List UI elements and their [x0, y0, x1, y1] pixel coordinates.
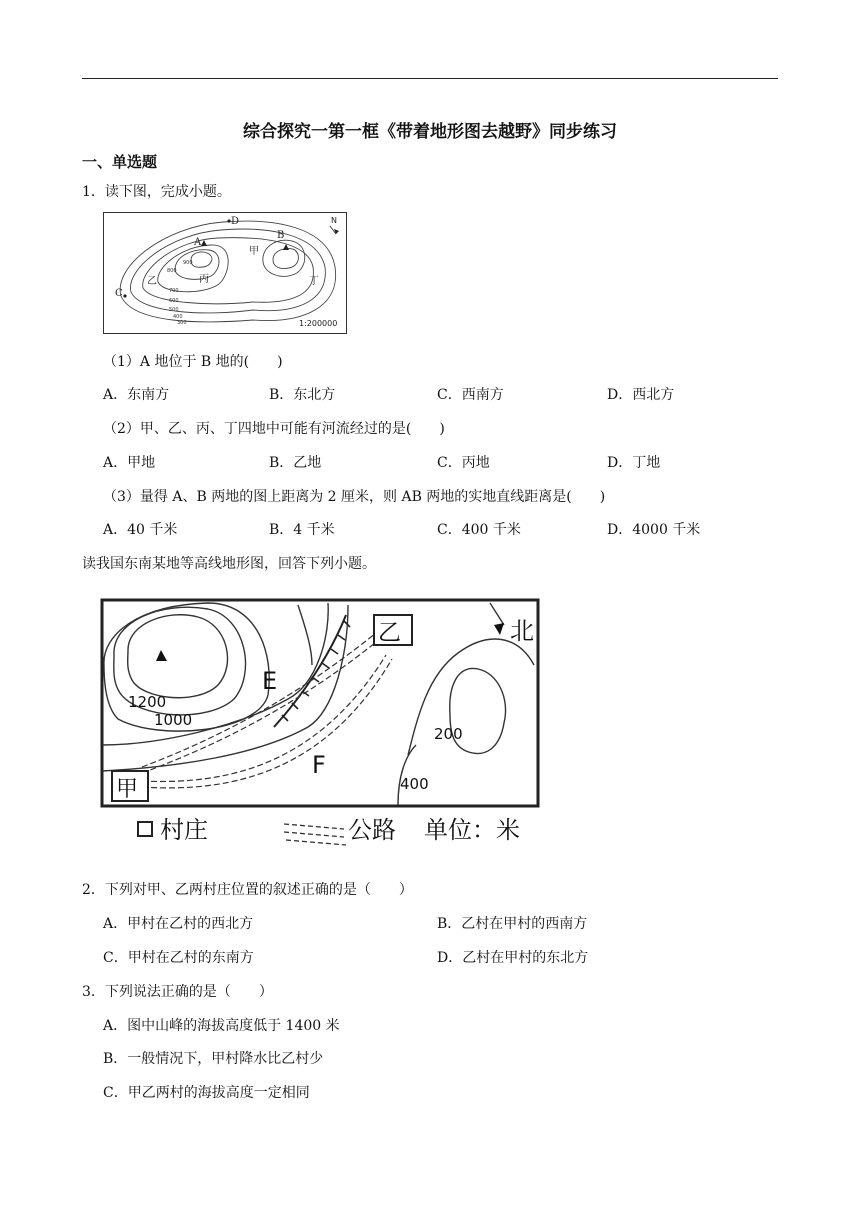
label-d: D [231, 216, 240, 227]
contour-label-400-m: 400 [400, 775, 429, 793]
label-bing: 丙 [199, 274, 209, 285]
map1-frame [104, 213, 347, 334]
q1-sub1-option-a[interactable]: A．东南方 [103, 387, 170, 403]
q1-sub2-stem: （2）甲、乙、丙、丁四地中可能有河流经过的是( ) [103, 421, 445, 437]
header-rule [82, 78, 778, 79]
q1-sub3-option-a[interactable]: A．40 千米 [103, 522, 178, 538]
page-title: 综合探究一第一框《带着地形图去越野》同步练习 [243, 122, 617, 142]
label-jia: 甲 [249, 246, 259, 257]
q1-sub2-option-d[interactable]: D．丁地 [607, 455, 661, 471]
legend-road-label: 公路 [348, 816, 396, 844]
q3-option-c[interactable]: C．甲乙两村的海拔高度一定相同 [103, 1085, 310, 1101]
contour-map-1 [103, 212, 347, 334]
question-3-stem: 3．下列说法正确的是（ ） [82, 984, 273, 1000]
q1-sub2-option-a[interactable]: A．甲地 [103, 455, 156, 471]
section-heading: 一、单选题 [82, 153, 158, 171]
q1-sub3-stem: （3）量得 A、B 两地的图上距离为 2 厘米，则 AB 两地的实地直线距离是( ) [103, 489, 606, 505]
legend-road-icon [284, 824, 346, 845]
q2-option-a[interactable]: A．甲村在乙村的西北方 [103, 916, 254, 932]
intro-text-2: 读我国东南某地等高线地形图，回答下列小题。 [82, 556, 376, 572]
contour-label-600: 600 [169, 298, 179, 304]
point-c-marker [123, 294, 126, 297]
q1-sub2-option-c[interactable]: C．丙地 [437, 455, 490, 471]
north-label-2: 北 [510, 617, 534, 645]
q2-option-b[interactable]: B．乙村在甲村的西南方 [437, 916, 588, 932]
q1-sub1-option-c[interactable]: C．西南方 [437, 387, 504, 403]
legend-unit-label: 单位：米 [424, 816, 520, 844]
contour-label-1200: 1200 [128, 693, 167, 711]
q1-sub1-option-d[interactable]: D．西北方 [607, 387, 675, 403]
contour-label-400: 400 [173, 314, 183, 320]
legend-village-label: 村庄 [160, 816, 208, 844]
q1-sub1-option-b[interactable]: B．东北方 [269, 387, 336, 403]
q2-option-c[interactable]: C．甲村在乙村的东南方 [103, 950, 254, 966]
map1-scale: 1:200000 [299, 319, 338, 328]
label-ding: 丁 [309, 276, 319, 287]
question-1-stem: 1．读下图，完成小题。 [82, 184, 231, 200]
village-b-label: 乙 [378, 620, 401, 646]
contour-map-2 [98, 595, 544, 855]
legend-village-icon [138, 822, 152, 836]
point-e-label: E [262, 667, 278, 695]
label-b: B [277, 230, 285, 241]
label-yi: 乙 [147, 276, 157, 287]
contour-label-300: 300 [177, 320, 187, 326]
village-a-label: 甲 [116, 777, 139, 802]
q1-sub3-option-b[interactable]: B．4 千米 [269, 522, 335, 538]
point-f-label: F [312, 751, 326, 779]
label-a: A [194, 237, 202, 248]
q3-option-a[interactable]: A．图中山峰的海拔高度低于 1400 米 [103, 1018, 340, 1034]
contour-label-500: 500 [169, 307, 179, 313]
label-c: C [115, 288, 123, 299]
question-2-stem: 2．下列对甲、乙两村庄位置的叙述正确的是（ ） [82, 882, 413, 898]
contour-label-200: 200 [434, 725, 463, 743]
q1-sub3-option-d[interactable]: D．4000 千米 [607, 522, 701, 538]
contour-label-800: 800 [167, 268, 177, 274]
q1-sub1-stem: （1）A 地位于 B 地的( ) [103, 354, 283, 370]
contour-label-700: 700 [169, 288, 179, 294]
q2-option-d[interactable]: D．乙村在甲村的东北方 [437, 950, 589, 966]
q1-sub3-option-c[interactable]: C．400 千米 [437, 522, 521, 538]
north-label-1: N [331, 216, 337, 225]
q1-sub2-option-b[interactable]: B．乙地 [269, 455, 322, 471]
q3-option-b[interactable]: B．一般情况下，甲村降水比乙村少 [103, 1051, 324, 1067]
contour-label-1000: 1000 [154, 711, 193, 729]
contour-label-900: 900 [183, 260, 193, 266]
